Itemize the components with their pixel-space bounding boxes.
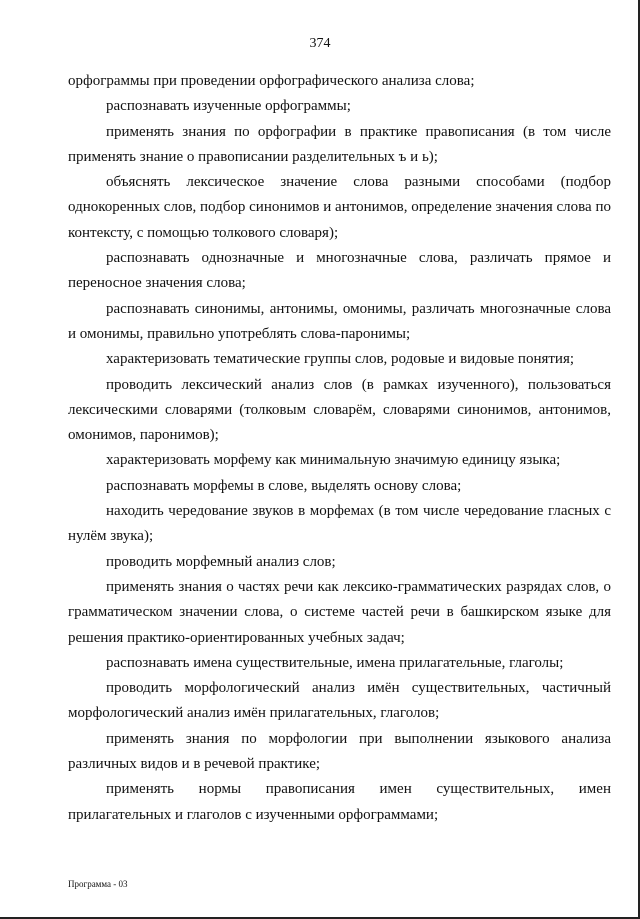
document-body xyxy=(68,69,611,828)
paragraph: проводить морфемный анализ слов; xyxy=(106,553,336,570)
paragraph: применять знания по орфографии в практике правописания (в том числе применять знание о правописании разделительных ъ и ь); xyxy=(68,123,611,165)
paragraph: орфограммы при проведении орфографического анализа слова; xyxy=(68,73,475,89)
paragraph: применять знания о частях речи как лексико-грамматических разрядах слов, о грамматическом значении слова, о системе частей речи в башкирском языке для решения практико-ориентированных учебных задач; xyxy=(68,578,611,646)
paragraph: находить чередование звуков в морфемах (в том числе чередование гласных с нулём звука); xyxy=(68,503,611,545)
paragraph: распознавать однозначные и многозначные слова, различать прямое и переносное значения слова; xyxy=(68,250,611,292)
paragraph: применять знания по морфологии при выполнении языкового анализа различных видов и в речевой практике; xyxy=(68,730,611,773)
paragraph: распознавать имена существительные, имена прилагательные, глаголы; xyxy=(106,654,564,671)
paragraph: применять нормы правописания имен существительных, имен прилагательных и глаголов с изученными орфограммами; xyxy=(68,781,611,823)
paragraph: распознавать морфемы в слове, выделять основу слова; xyxy=(106,477,462,494)
page-footer: Программа - 03 xyxy=(68,879,128,889)
paragraph: распознавать синонимы, антонимы, омонимы, различать многозначные слова и омонимы, правильно употреблять слова-паронимы; xyxy=(68,300,611,342)
paragraph: характеризовать тематические группы слов, родовые и видовые понятия; xyxy=(106,351,575,368)
paragraph: характеризовать морфему как минимальную значимую единицу языка; xyxy=(106,452,561,469)
paragraph: распознавать изученные орфограммы; xyxy=(106,98,351,115)
page-number: 374 xyxy=(309,36,331,51)
paragraph: проводить морфологический анализ имён существительных, частичный морфологический анализ имён прилагательных, глаголов; xyxy=(68,680,611,722)
paragraph: объяснять лексическое значение слова разными способами (подбор однокоренных слов, подбор синонимов и антонимов, определение значения слова по контексту, с помощью толкового словаря); xyxy=(68,174,611,241)
paragraph: проводить лексический анализ слов (в рамках изученного), пользоваться лексическими словарями (толковым словарём, словарями синонимов, антонимов, омонимов, паронимов); xyxy=(68,376,611,444)
